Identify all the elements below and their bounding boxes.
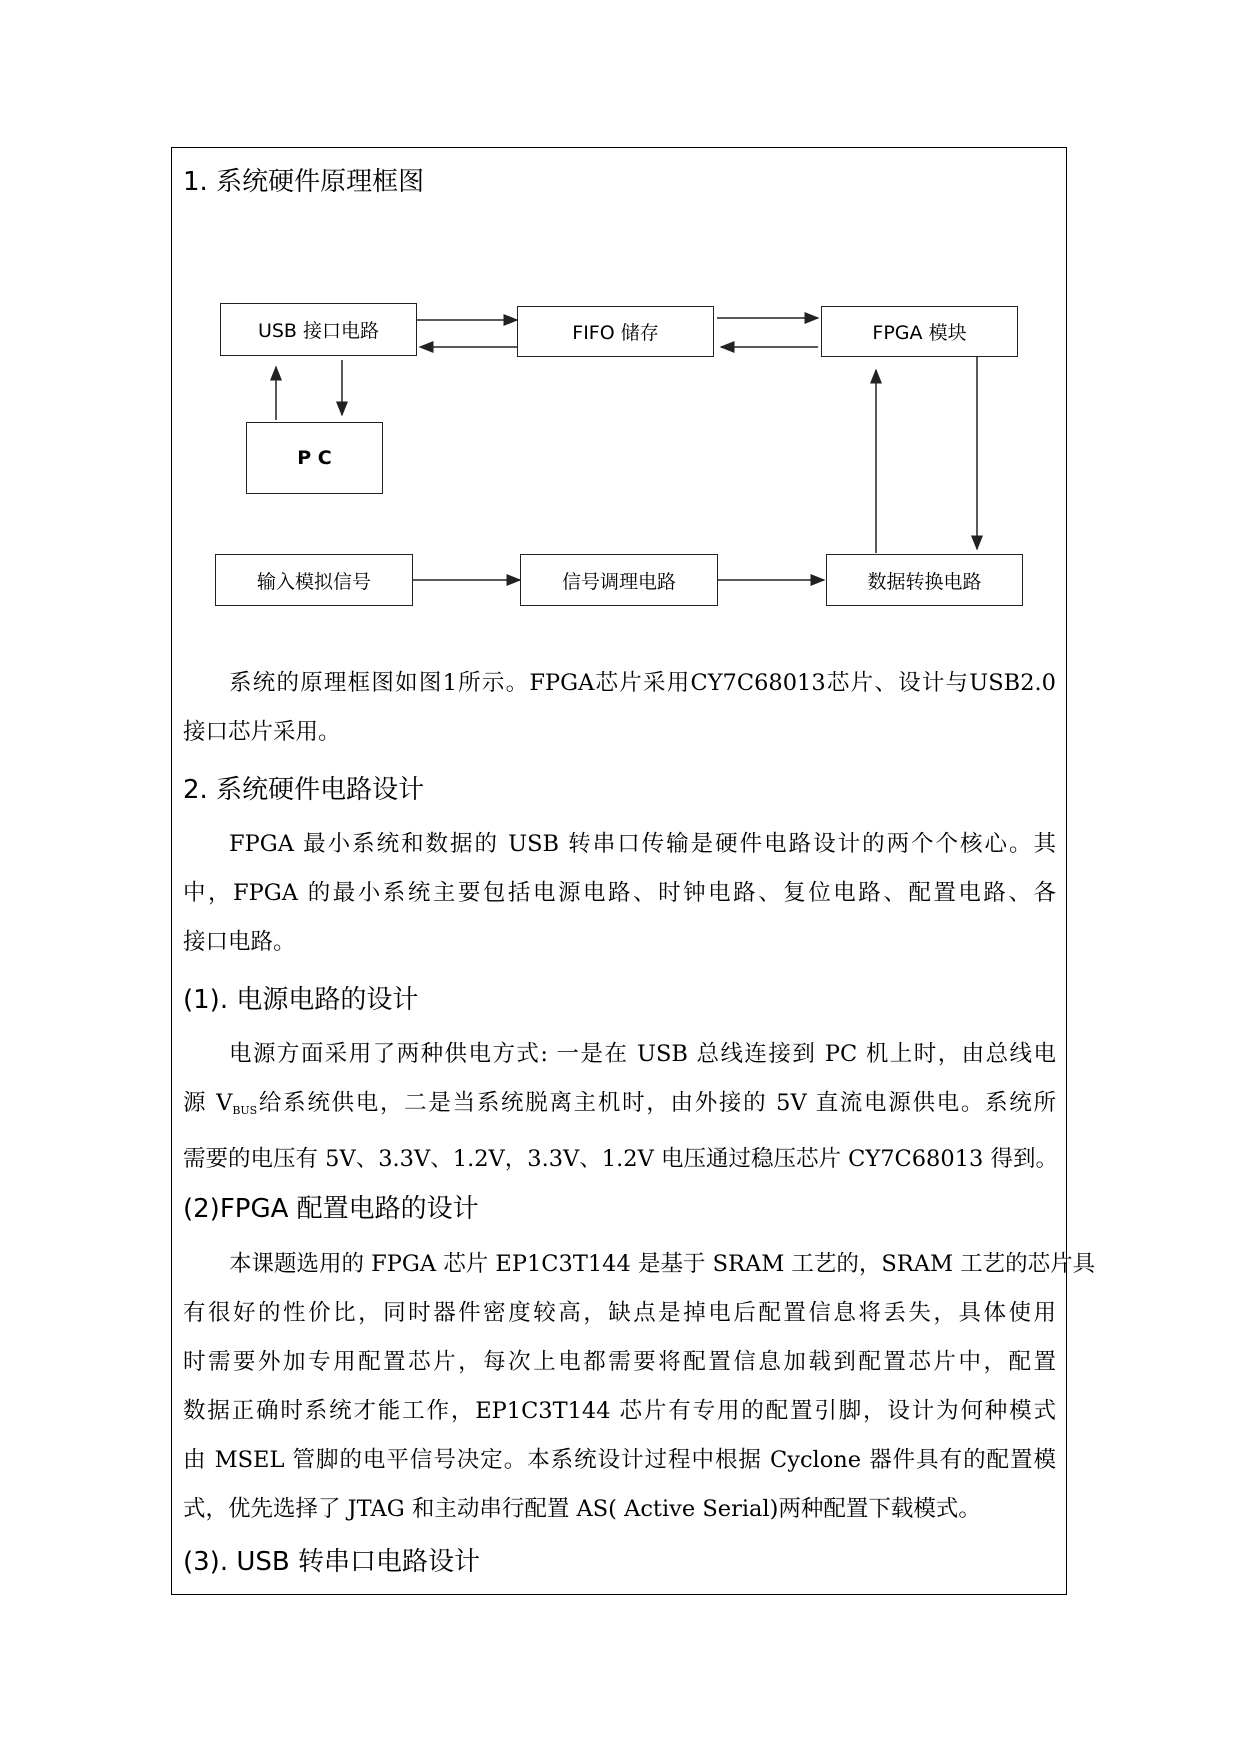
- text-line: [183, 1079, 1056, 1135]
- signal-conditioning-block: 信号调理电路: [520, 554, 718, 606]
- text-line: 接口电路。: [183, 929, 296, 955]
- text-line: 由 MSEL 管脚的电平信号决定。本系统设计过程中根据 Cyclone 器件具有的配置模: [183, 1447, 1056, 1473]
- text-segment: 源 V: [183, 1090, 233, 1116]
- paragraph-circuit-overview: [183, 820, 1056, 967]
- text-line: 中，FPGA 的最小系统主要包括电源电路、时钟电路、复位电路、配置电路、各: [183, 880, 1056, 906]
- fifo-block: FIFO 储存: [517, 306, 714, 357]
- section-heading-fpga-config: (2)FPGA 配置电路的设计: [183, 1194, 479, 1224]
- vbus-subscript: BUS: [232, 1104, 258, 1117]
- paragraph-diagram-description: [183, 659, 1056, 757]
- pc-block: P C: [246, 422, 383, 494]
- text-segment: 给系统供电，二是当系统脱离主机时，由外接的 5V 直流电源供电。系统所: [257, 1090, 1056, 1116]
- paragraph-power-circuit: [183, 1030, 1056, 1184]
- analog-input-block: 输入模拟信号: [215, 554, 413, 606]
- usb-interface-block: USB 接口电路: [220, 303, 417, 356]
- text-line: 系统的原理框图如图1所示。FPGA芯片采用CY7C68013芯片、设计与USB2.0: [229, 670, 1056, 696]
- fpga-module-block: FPGA 模块: [821, 306, 1018, 357]
- text-line: 电源方面采用了两种供电方式: 一是在 USB 总线连接到 PC 机上时，由总线电: [229, 1041, 1056, 1067]
- text-line: 时需要外加专用配置芯片，每次上电都需要将配置信息加载到配置芯片中，配置: [183, 1349, 1056, 1375]
- text-line: 本课题选用的 FPGA 芯片 EP1C3T144 是基于 SRAM 工艺的，SRAM 工艺的芯片具: [229, 1251, 1096, 1277]
- text-line: 数据正确时系统才能工作，EP1C3T144 芯片有专用的配置引脚，设计为何种模式: [183, 1398, 1056, 1424]
- text-line: 式，优先选择了 JTAG 和主动串行配置 AS( Active Serial)两种配置下载模式。: [183, 1496, 981, 1522]
- section-heading-usb-serial: (3). USB 转串口电路设计: [183, 1547, 480, 1577]
- text-line: FPGA 最小系统和数据的 USB 转串口传输是硬件电路设计的两个个核心。其: [229, 831, 1056, 857]
- section-heading-block-diagram: 1. 系统硬件原理框图: [183, 167, 425, 197]
- section-heading-circuit-design: 2. 系统硬件电路设计: [183, 775, 425, 805]
- text-line: 需要的电压有 5V、3.3V、1.2V，3.3V、1.2V 电压通过稳压芯片 CY7C68013 得到。: [183, 1146, 1058, 1172]
- data-conversion-block: 数据转换电路: [826, 554, 1023, 606]
- text-line: 有很好的性价比，同时器件密度较高，缺点是掉电后配置信息将丢失，具体使用: [183, 1300, 1056, 1326]
- text-line: 接口芯片采用。: [183, 719, 341, 745]
- paragraph-fpga-config: [183, 1240, 1096, 1534]
- section-heading-power-circuit: (1). 电源电路的设计: [183, 985, 419, 1015]
